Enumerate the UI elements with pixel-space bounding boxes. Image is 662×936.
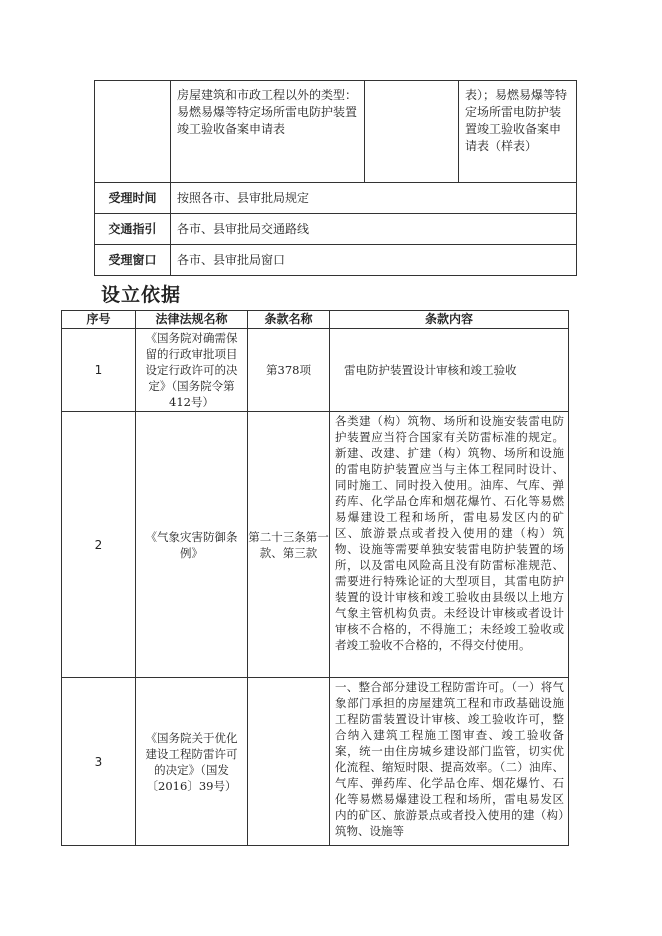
header-content: 条款内容: [330, 311, 569, 329]
table-row: [95, 245, 577, 276]
clause-name: [248, 678, 330, 846]
accept-time-label: 受理时间: [95, 183, 171, 214]
table-row: [95, 183, 577, 214]
table-row: [95, 81, 577, 183]
window-value: 各市、县审批局窗口: [171, 245, 577, 276]
empty-cell: [365, 81, 459, 183]
clause-name: 第二十三条第一款、第三款: [248, 412, 330, 678]
law-name: 《国务院关于优化建设工程防雷许可的决定》（国发〔2016〕39号）: [136, 678, 248, 846]
table-row: [62, 678, 569, 846]
clause-content: 各类建（构）筑物、场所和设施安装雷电防护装置应当符合国家有关防雷标准的规定。新建、改建、扩建（构）筑物、场所和设施的雷电防护装置应当与主体工程同时设计、同时施工、同时投入使用。油库、气库、弹药库、化学品仓库和烟花爆竹、石化等易燃易爆建设工程和场所，雷电易发区内的矿区、旅游景点或者投入使用的建（构）筑物、设施等需要单独安装雷电防护装置的场所，以及雷电风险高且没有防雷标准规范、需要进行特殊论证的大型项目，其雷电防护装置的设计审核和竣工验收由县级以上地方气象主管机构负责。未经设计审核或者设计审核不合格的，不得施工；未经竣工验收或者竣工验收不合格的，不得交付使用。: [330, 412, 569, 678]
accept-time-value: 按照各市、县审批局规定: [171, 183, 577, 214]
legal-basis-table: [61, 310, 569, 846]
law-name: 《气象灾害防御条例》: [136, 412, 248, 678]
header-law: 法律法规名称: [136, 311, 248, 329]
form-type-cell: 房屋建筑和市政工程以外的类型：易燃易爆等特定场所雷电防护装置竣工验收备案申请表: [171, 81, 365, 183]
table-row: [62, 329, 569, 412]
window-label: 受理窗口: [95, 245, 171, 276]
clause-content: 雷电防护装置设计审核和竣工验收: [330, 329, 569, 412]
row-number: 2: [62, 412, 136, 678]
table-header-row: [62, 311, 569, 329]
clause-name: 第378项: [248, 329, 330, 412]
transport-value: 各市、县审批局交通路线: [171, 214, 577, 245]
transport-label: 交通指引: [95, 214, 171, 245]
row-number: 1: [62, 329, 136, 412]
table-row: [62, 412, 569, 678]
service-info-table: [94, 80, 577, 276]
law-name: 《国务院对确需保留的行政审批项目设定行政许可的决定》（国务院令第412号）: [136, 329, 248, 412]
clause-content: 一、整合部分建设工程防雷许可。（一）将气象部门承担的房屋建筑工程和市政基础设施工程防雷装置设计审核、竣工验收许可，整合纳入建筑工程施工图审查、竣工验收备案，统一由住房城乡建设部门监管，切实优化流程、缩短时限、提高效率。（二）油库、气库、弹药库、化学品仓库、烟花爆竹、石化等易燃易爆建设工程和场所，雷电易发区内的矿区、旅游景点或者投入使用的建（构）筑物、设施等: [330, 678, 569, 846]
form-sample-cell: 表）；易燃易爆等特定场所雷电防护装置竣工验收备案申请表（样表）: [459, 81, 577, 183]
section-title: 设立依据: [101, 284, 182, 306]
table-row: [95, 214, 577, 245]
header-no: 序号: [62, 311, 136, 329]
header-clause: 条款名称: [248, 311, 330, 329]
row-number: 3: [62, 678, 136, 846]
empty-cell: [95, 81, 171, 183]
